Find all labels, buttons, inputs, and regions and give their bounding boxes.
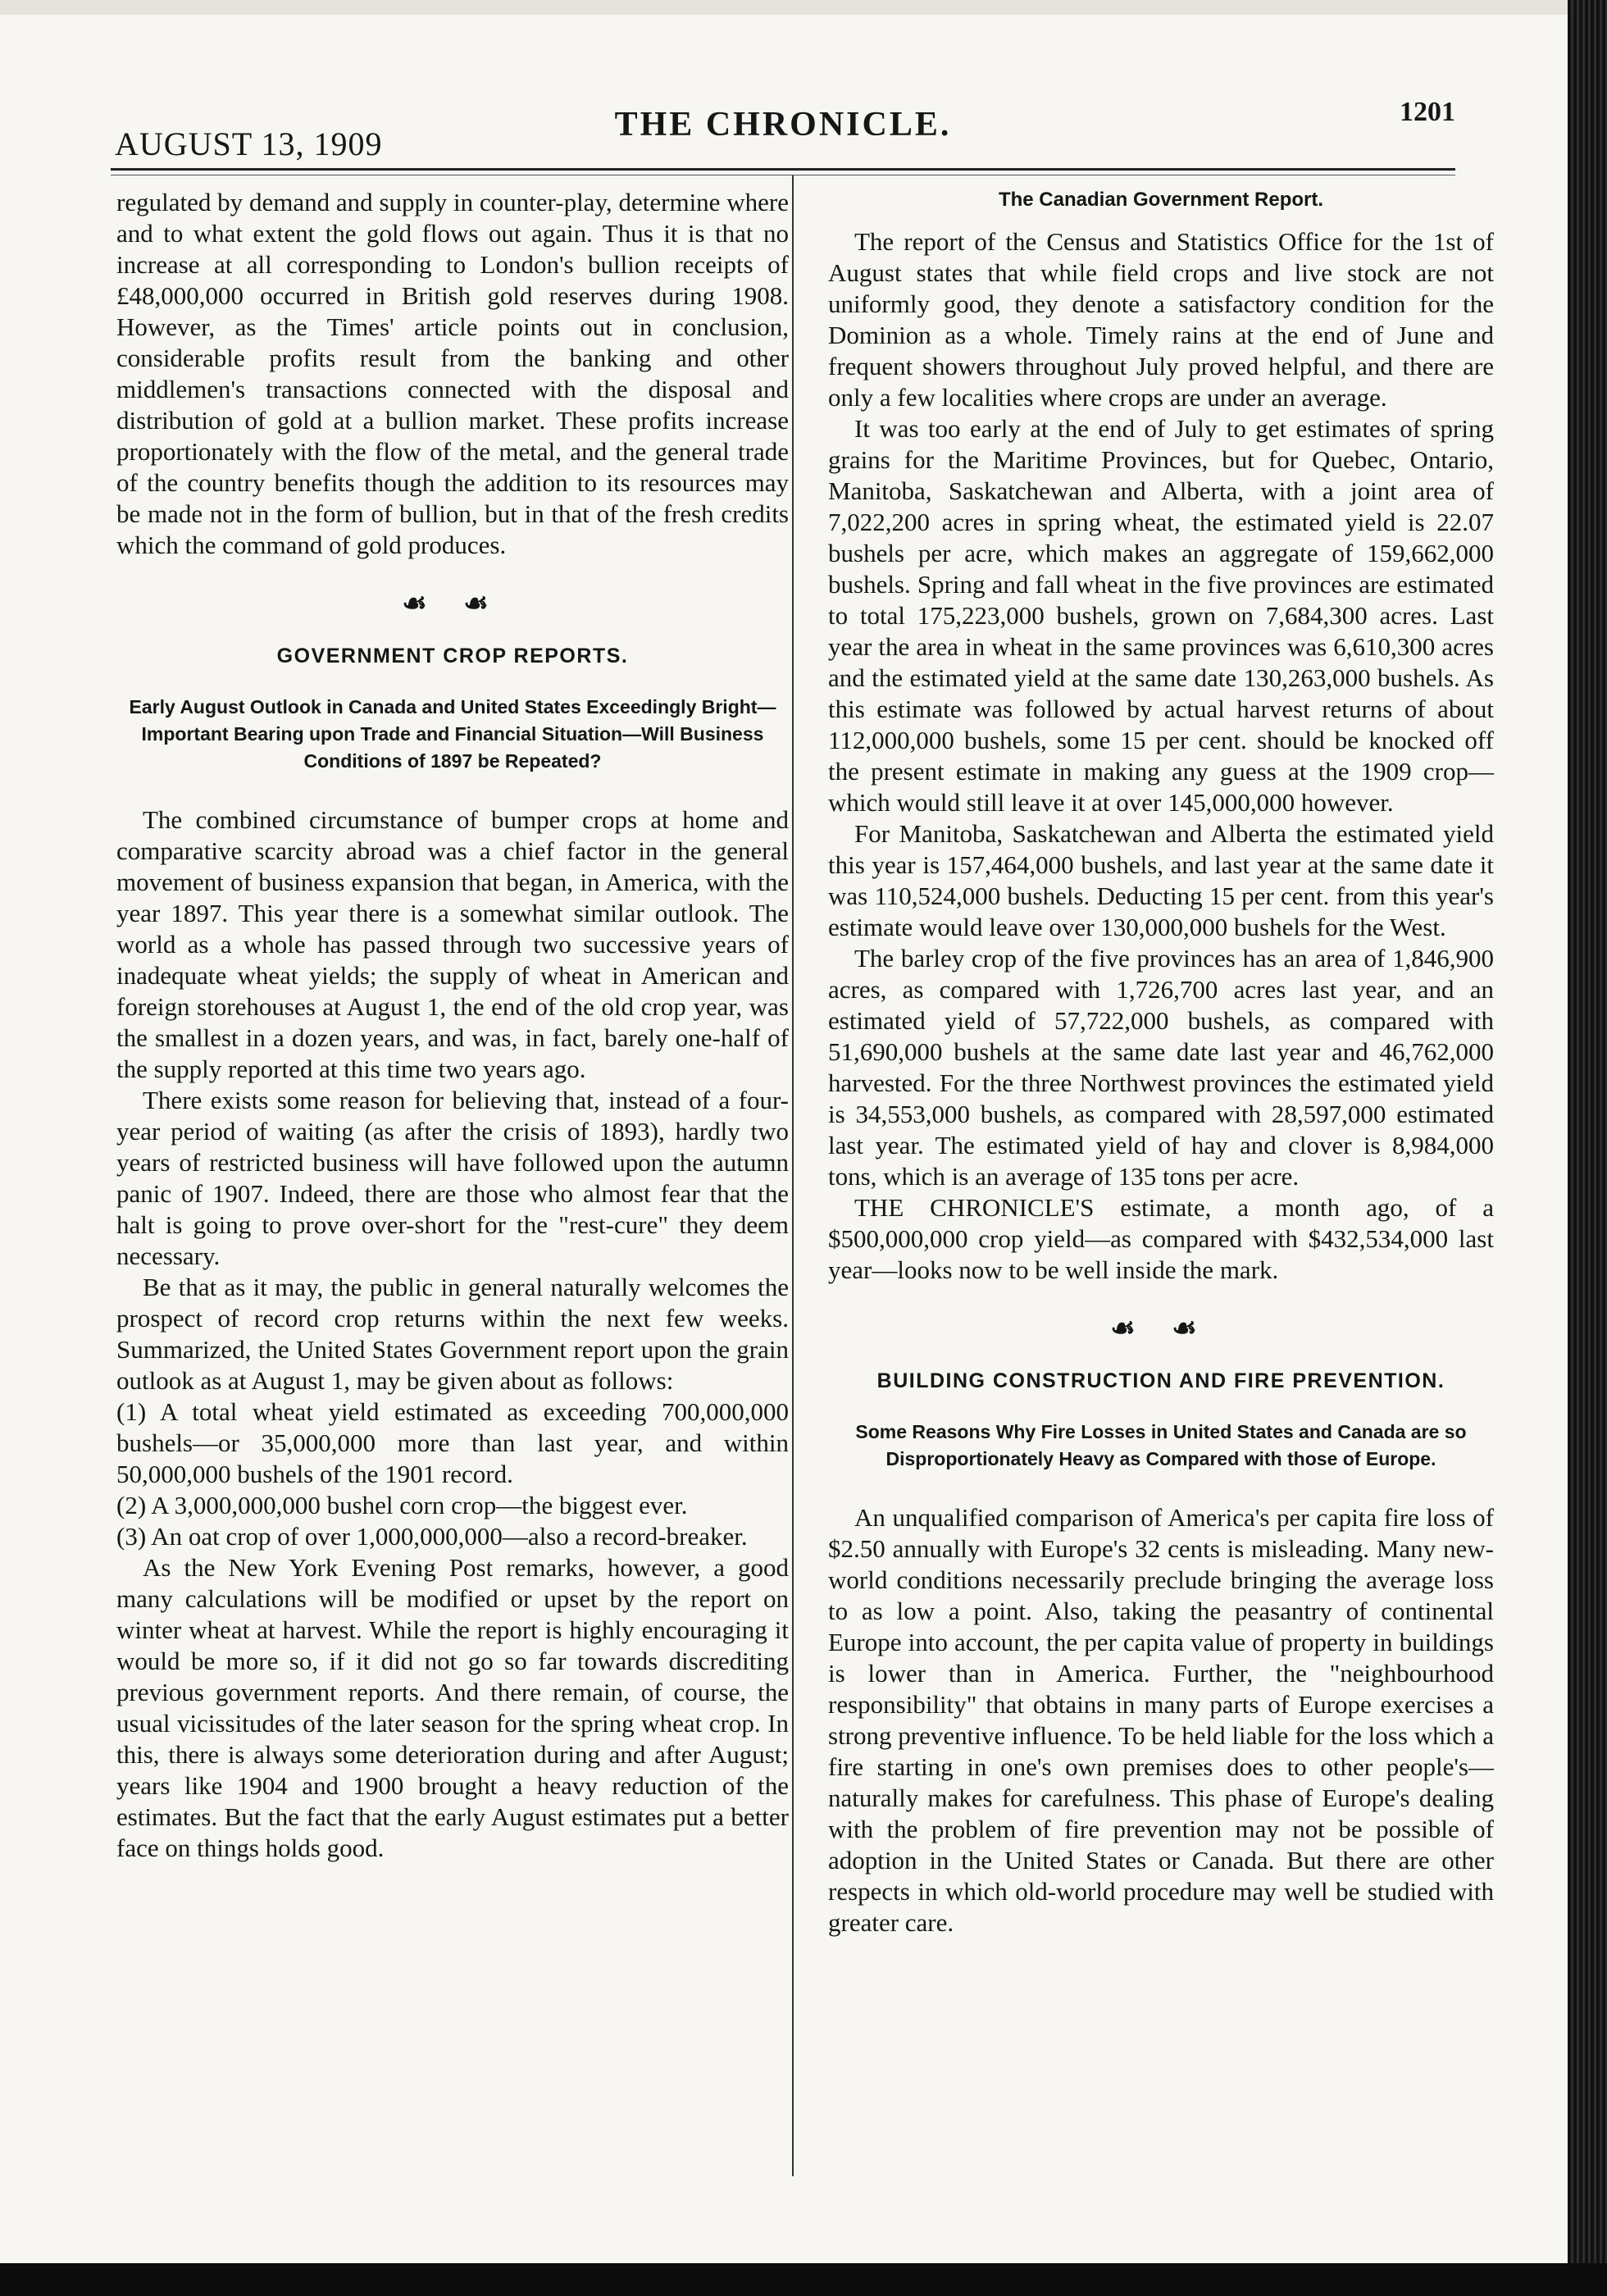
body-paragraph: The report of the Census and Statistics Office for the 1st of August states that while field crops and live stock are not uniformly good, they denote a satisfactory condition for the Dominion as a whole. Timely rains at the end of June and frequent showers throughout July proved helpful, and there are only a few localities where crops are under an average. [828, 227, 1494, 412]
body-paragraph: The combined circumstance of bumper crops at home and comparative scarcity abroad was a chief factor in the general movement of business expansion that began, in America, with the year 1897. This year there is a somewhat similar outlook. The world as a whole has passed through two successive years of inadequate wheat yields; the supply of wheat in American and foreign storehouses at August 1, the end of the old crop year, was the smallest in a dozen years, and was, in fact, barely one-half of the supply reported at this time two years ago. [116, 805, 789, 1083]
page-number: 1201 [1400, 97, 1455, 127]
chronicle-estimate-text: estimate, a month ago, of a $500,000,000 crop yield—as compared with $432,534,000 last year—looks now to be well inside the mark. [828, 1193, 1494, 1284]
header-rule [111, 168, 1455, 171]
list-item: (1) A total wheat yield estimated as exceeding 700,000,000 bushels—or 35,000,000 more than last year, and within 50,000,000 bushels of the 1901 record. [116, 1397, 789, 1488]
chronicle-estimate-paragraph [828, 1192, 1494, 1286]
right-column [828, 187, 1494, 1938]
section-heading-fire-prevention: BUILDING CONSTRUCTION AND FIRE PREVENTION. [876, 1369, 1445, 1392]
subheading-crop-outlook: Early August Outlook in Canada and United States Exceedingly Bright—Important Bearing upon Trade and Financial Situation—Will Business Conditions of 1897 be Repeated? [129, 696, 776, 772]
body-paragraph: As the New York Evening Post remarks, however, a good many calculations will be modified or upset by the report on winter wheat at harvest. While the report is highly encouraging it would be more so, if it did not go so far towards discrediting previous government reports. And there remain, of course, the usual vicissitudes of the later season for the spring wheat crop. In this, there is always some deterioration during and after August; years like 1904 and 1900 brought a heavy reduction of the estimates. But the fact that the early August estimates put a better face on things holds good. [116, 1553, 789, 1862]
page-top-margin [0, 0, 1607, 15]
body-paragraph: There exists some reason for believing that, instead of a four-year period of waiting (as after the crisis of 1893), hardly two years of restricted business will have followed upon the autumn panic of 1907. Indeed, there are those who almost fear that the halt is going to prove over-short for the "rest-cure" they deem necessary. [116, 1086, 789, 1270]
section-ornament: ☙ ☙ [1110, 1314, 1212, 1344]
continued-paragraph: regulated by demand and supply in counter-play, determine where and to what extent the gold flows out again. Thus it is that no increase at all corresponding to London's bullion receipts of £48,000,000 occurred in British gold reserves during 1908. However, as the Times' article points out in conclusion, considerable profits result from the banking and other middlemen's transactions connected with the disposal and distribution of gold at a bullion market. These profits increase proportionately with the flow of the metal, and the general trade of the country benefits though the addition to its resources may be made not in the form of bullion, but in that of the fresh credits which the command of gold produces. [116, 188, 789, 559]
body-paragraph: Be that as it may, the public in general naturally welcomes the prospect of record crop returns within the next few weeks. Summarized, the United States Government report upon the grain outlook as at August 1, may be given about as follows: [116, 1273, 789, 1395]
left-column [116, 187, 789, 1864]
chronicle-name: THE CHRONICLE'S [854, 1193, 1095, 1222]
list-item: (3) An oat crop of over 1,000,000,000—also a record-breaker. [116, 1522, 748, 1551]
section-heading-crop-reports: GOVERNMENT CROP REPORTS. [276, 645, 629, 667]
body-paragraph: The barley crop of the five provinces has an area of 1,846,900 acres, as compared with 1,726,700 acres last year, and an estimated yield of 57,722,000 bushels, as compared with 51,690,000 bushels at the same date last year and 46,762,000 harvested. For the three Northwest provinces the estimated yield is 34,553,000 bushels, as compared with 28,597,000 estimated last year. The estimated yield of hay and clover is 8,984,000 tons, which is an average of 135 tons per acre. [828, 944, 1494, 1191]
list-item: (2) A 3,000,000,000 bushel corn crop—the biggest ever. [116, 1491, 688, 1519]
subheading-fire-losses: Some Reasons Why Fire Losses in United States and Canada are so Disproportionately Heavy as Compared with those of Europe. [855, 1421, 1467, 1469]
body-paragraph: It was too early at the end of July to get estimates of spring grains for the Maritime Provinces, but for Quebec, Ontario, Manitoba, Saskatchewan and Alberta, with a joint area of 7,022,200 acres in spring wheat, the estimated yield is 22.07 bushels per acre, which makes an aggregate of 159,662,000 bushels. Spring and fall wheat in the five provinces are estimated to total 175,223,000 bushels, grown on 7,684,300 acres. Last year the area in wheat in the same provinces was 6,610,300 acres and the estimated yield at the same date 130,263,000 bushels. As this estimate was followed by actual harvest returns of about 112,000,000 bushels, some 15 per cent. should be knocked off the present estimate in making any guess at the 1909 crop—which would still leave it at over 145,000,000 however. [828, 414, 1494, 817]
body-paragraph: For Manitoba, Saskatchewan and Alberta the estimated yield this year is 157,464,000 bushels, and last year at the same date it was 110,524,000 bushels. Deducting 15 per cent. from this year's estimate would leave over 130,000,000 bushels for the West. [828, 819, 1494, 941]
page-header [111, 90, 1455, 164]
issue-date: AUGUST 13, 1909 [115, 125, 383, 162]
body-paragraph: An unqualified comparison of America's per capita fire loss of $2.50 annually with Europe's 32 cents is misleading. Many new-world conditions necessarily preclude bringing the average loss to as low a point. Also, taking the peasantry of continental Europe into account, the per capita value of property in buildings is lower than in America. Further, the "neighbourhood responsibility" that obtains in many parts of Europe exercises a strong preventive influence. To be held liable for the loss which a fire starting in one's own premises does to other people's—naturally makes for carefulness. This phase of Europe's dealing with the problem of fire prevention may not be possible of adoption in the United States or Canada. But there are other respects in which old-world procedure may well be studied with greater care. [828, 1503, 1494, 1937]
page-bottom-edge [0, 2263, 1607, 2296]
column-divider [792, 175, 794, 2176]
book-spine-edge [1568, 0, 1607, 2296]
report-heading: The Canadian Government Report. [998, 189, 1324, 211]
publication-title: THE CHRONICLE. [614, 106, 952, 144]
section-ornament: ☙ ☙ [402, 589, 503, 619]
